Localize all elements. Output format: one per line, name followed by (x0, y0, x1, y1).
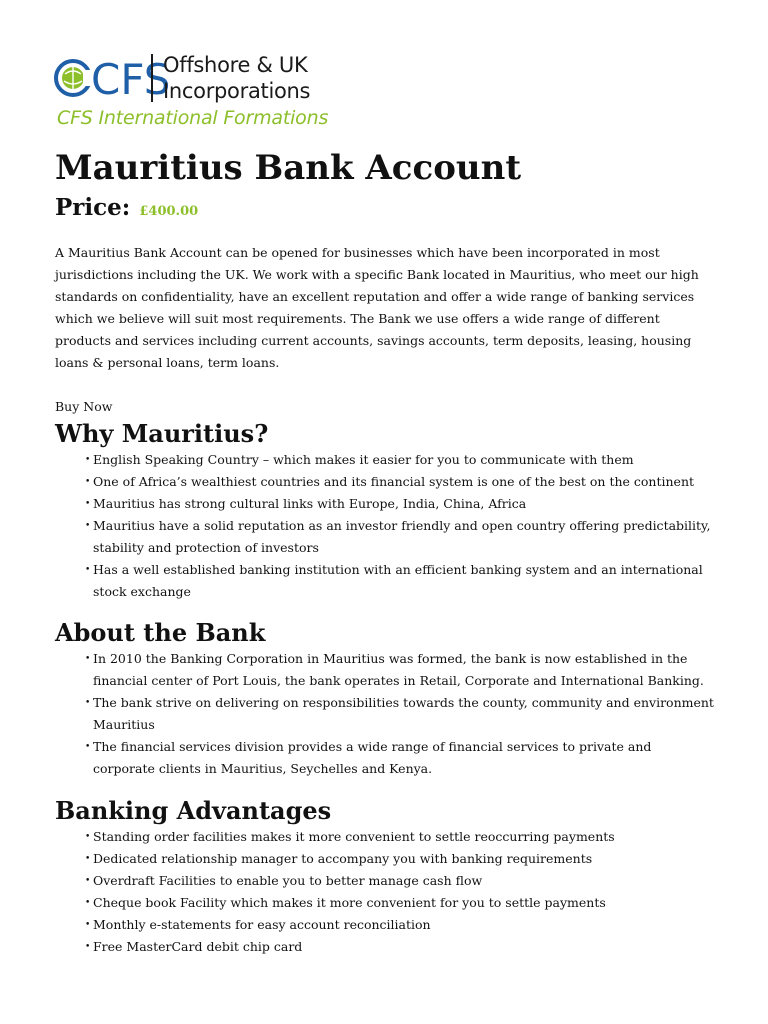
list-item: • One of Africa’s wealthiest countries and its financial system is one of the best on the continent (93, 471, 715, 493)
section-banking-advantages (55, 796, 715, 958)
list-item: • English Speaking Country – which makes it easier for you to communicate with them (93, 449, 715, 471)
product-description: A Mauritius Bank Account can be opened for businesses which have been incorporated in most jurisdictions including the UK. We work with a specific Bank located in Mauritius, who meet our high standards on confidentiality, have an excellent reputation and offer a wide range of banking services which we believe will suit most requirements. The Bank we use offers a wide range of different products and services including current accounts, savings accounts, term deposits, leasing, housing loans & personal loans, term loans. (55, 245, 699, 370)
buy-now-link[interactable]: Buy Now (55, 399, 113, 414)
list-item: • Cheque book Facility which makes it more convenient for you to settle payments (93, 892, 715, 914)
list-item: • The bank strive on delivering on responsibilities towards the county, community and environment Mauritius (93, 692, 715, 736)
list-item: • Mauritius have a solid reputation as an investor friendly and open country offering predictability, stability and protection of investors (93, 515, 715, 559)
cfs-logo-mark-icon (55, 52, 171, 104)
bullet-list (55, 648, 715, 780)
section-about-the-bank (55, 618, 715, 780)
price-label: Price: (55, 194, 131, 221)
logo-company-line1: Offshore & UK (163, 53, 308, 77)
page-title: Mauritius Bank Account (55, 148, 522, 188)
logo-tagline: CFS International Formations (57, 107, 329, 129)
bullet-list (55, 449, 715, 603)
section-heading: About the Bank (55, 618, 266, 647)
list-item: • The financial services division provides a wide range of financial services to private and corporate clients in Mauritius, Seychelles and Kenya. (93, 736, 715, 780)
company-logo (55, 52, 355, 132)
logo-company-line2: Incorporations (163, 79, 311, 103)
price-value: £400.00 (139, 204, 199, 219)
list-item: • Monthly e-statements for easy account reconciliation (93, 914, 715, 936)
list-item: • Has a well established banking institution with an efficient banking system and an international stock exchange (93, 559, 715, 603)
bullet-list (55, 826, 715, 958)
logo-letters: CFS (91, 55, 171, 104)
list-item: • Standing order facilities makes it more convenient to settle reoccurring payments (93, 826, 715, 848)
price-row (55, 194, 198, 221)
section-heading: Why Mauritius? (55, 419, 269, 448)
list-item: • Overdraft Facilities to enable you to better manage cash flow (93, 870, 715, 892)
section-why-mauritius (55, 419, 715, 603)
list-item: • Free MasterCard debit chip card (93, 936, 715, 958)
section-heading: Banking Advantages (55, 796, 332, 825)
list-item: • Dedicated relationship manager to accompany you with banking requirements (93, 848, 715, 870)
list-item: • In 2010 the Banking Corporation in Mauritius was formed, the bank is now established in the financial center of Port Louis, the bank operates in Retail, Corporate and International Banking. (93, 648, 715, 692)
list-item: • Mauritius has strong cultural links with Europe, India, China, Africa (93, 493, 715, 515)
logo-company-name (163, 52, 310, 104)
